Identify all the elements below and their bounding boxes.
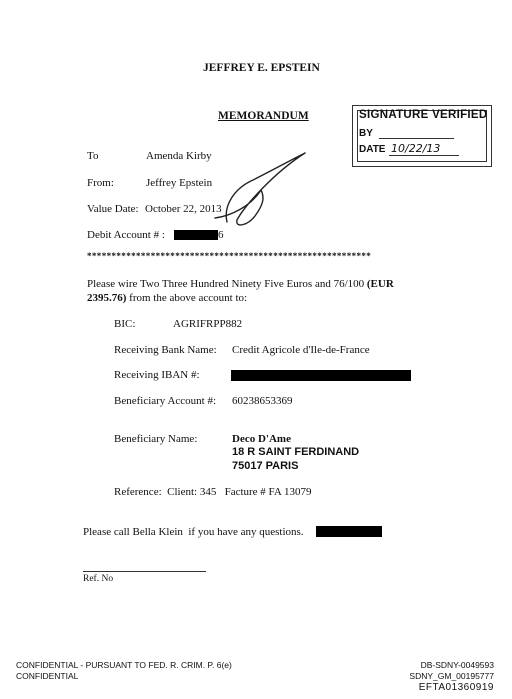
stamp-by-label: BY [359,128,373,139]
footer-confidential: CONFIDENTIAL [16,671,79,681]
stamp-date-value: 10/22/13 [391,142,441,155]
footer-bates-sdny: SDNY_GM_00195777 [409,671,494,681]
beneficiary-account-value: 60238653369 [232,395,293,407]
ref-no-label: Ref. No [83,574,114,584]
instruction-line1: Please wire Two Three Hundred Ninety Five Euros and 76/100 (EUR [87,278,394,290]
reference-line: Reference: Client: 345 Facture # FA 13079 [114,486,312,498]
sender-name-heading: JEFFREY E. EPSTEIN [203,62,320,74]
redaction-contact [316,526,382,537]
receiving-bank-label: Receiving Bank Name: [114,344,217,356]
from-label: From: [87,177,114,189]
closing-line: Please call Bella Klein if you have any questions. [83,526,304,538]
from-value: Jeffrey Epstein [146,177,213,189]
handwritten-signature [205,150,315,235]
redaction-iban [231,370,411,381]
signature-verified-stamp [352,105,492,167]
beneficiary-address-line2: 75017 PARIS [232,460,299,472]
redaction-debit-account [174,230,218,240]
value-date: October 22, 2013 [145,203,222,215]
beneficiary-address-line1: 18 R SAINT FERDINAND [232,446,360,458]
footer-bates-db: DB-SDNY-0049593 [420,660,494,670]
stamp-date-label: DATE [359,144,386,155]
beneficiary-name-label: Beneficiary Name: [114,433,198,445]
to-value: Amenda Kirby [146,150,212,162]
bic-value: AGRIFRPP882 [173,318,243,330]
memorandum-title: MEMORANDUM [218,110,309,122]
separator-line: ********************************************************** [87,251,372,261]
to-label: To [87,150,99,162]
receiving-iban-label: Receiving IBAN #: [114,369,200,381]
beneficiary-account-label: Beneficiary Account #: [114,395,217,407]
value-date-label: Value Date: [87,203,139,215]
stamp-title: SIGNATURE VERIFIED [359,109,488,121]
debit-account-suffix: 6 [218,229,224,241]
receiving-bank-value: Credit Agricole d'Ile-de-France [232,344,370,356]
instruction-line2: 2395.76) from the above account to: [87,292,248,304]
debit-account-label: Debit Account # : [87,229,165,241]
footer-bates-efta: EFTA01360919 [418,682,494,693]
bic-label: BIC: [114,318,136,330]
footer-confidential-notice: CONFIDENTIAL - PURSUANT TO FED. R. CRIM. P. 6(e) [16,660,232,670]
beneficiary-name-line1: Deco D'Ame [232,433,291,445]
